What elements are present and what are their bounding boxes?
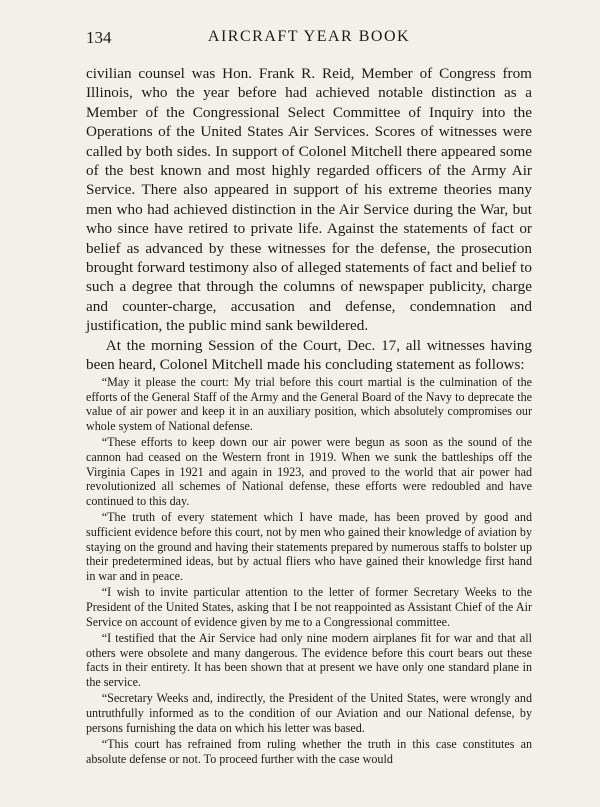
running-title: AIRCRAFT YEAR BOOK bbox=[207, 28, 411, 45]
quote-paragraph: “These efforts to keep down our air power were begun as soon as the sound of the cannon had ceased on the Western front in 1919. When we sunk the battleships off the Virginia Capes in 1921 and again in 1923, and proved to the world that air power had revolutionized all schemes of National defense, these efforts were redoubled and have continued to this day. bbox=[86, 435, 532, 508]
body-paragraph: civilian counsel was Hon. Frank R. Reid, Member of Congress from Illinois, who the year before had achieved notable distinction as a Member of the Congressional Select Committee of Inquiry into the Operations of the United States Air Services. Scores of witnesses were called by both sides. In support of Colonel Mitchell there appeared some of the best known and most highly regarded officers of the Army Air Service. There also appeared in support of his extreme theories many men who had achieved distinction in the Air Service during the War, but who since have retired to private life. Against the statements of fact or belief as advanced by these witnesses for the defense, the prosecution brought forward testimony also of alleged statements of fact and belief to such a degree that through the columns of newspaper publicity, charge and counter-charge, accusation and defense, condemnation and justification, the public mind sank bewildered. bbox=[86, 65, 532, 335]
quote-paragraph: “I testified that the Air Service had only nine modern airplanes fit for war and that all others were obsolete and many dangerous. The evidence before this court bears out these facts in their entirety. It has been shown that at present we have only one standard plane in the service. bbox=[86, 631, 532, 689]
page-number: 134 bbox=[86, 28, 112, 47]
quote-paragraph: “I wish to invite particular attention to the letter of former Secretary Weeks to the President of the United States, asking that I be not reappointed as Assistant Chief of the Air Service on account of evidence given by me to a Congressional committee. bbox=[86, 585, 532, 629]
page-header bbox=[86, 28, 532, 48]
quote-paragraph: “May it please the court: My trial before this court martial is the culmination of the efforts of the General Staff of the Army and the General Board of the Navy to deprecate the value of air power and keep it in an auxiliary position, which absolutely compromises our whole system of National defense. bbox=[86, 375, 532, 433]
quote-paragraph: “The truth of every statement which I have made, has been proved by good and sufficient evidence before this court, not by men who gained their knowledge of aviation by staying on the ground and having their statements prepared by numerous staffs to bolster up their predetermined ideas, but by actual fliers who have gained their knowledge first hand in war and in peace. bbox=[86, 510, 532, 583]
body-paragraph: At the morning Session of the Court, Dec. 17, all witnesses having been heard, Colonel Mitchell made his concluding statement as follows: bbox=[86, 336, 532, 374]
quote-paragraph: “Secretary Weeks and, indirectly, the President of the United States, were wrongly and untruthfully informed as to the condition of our Aviation and our National defense, by persons furnishing the data on which his letter was based. bbox=[86, 691, 532, 735]
quoted-statement bbox=[86, 375, 532, 768]
quote-paragraph: “This court has refrained from ruling whether the truth in this case constitutes an absolute defense or not. To proceed further with the case would bbox=[86, 737, 532, 766]
body-text bbox=[86, 64, 532, 375]
